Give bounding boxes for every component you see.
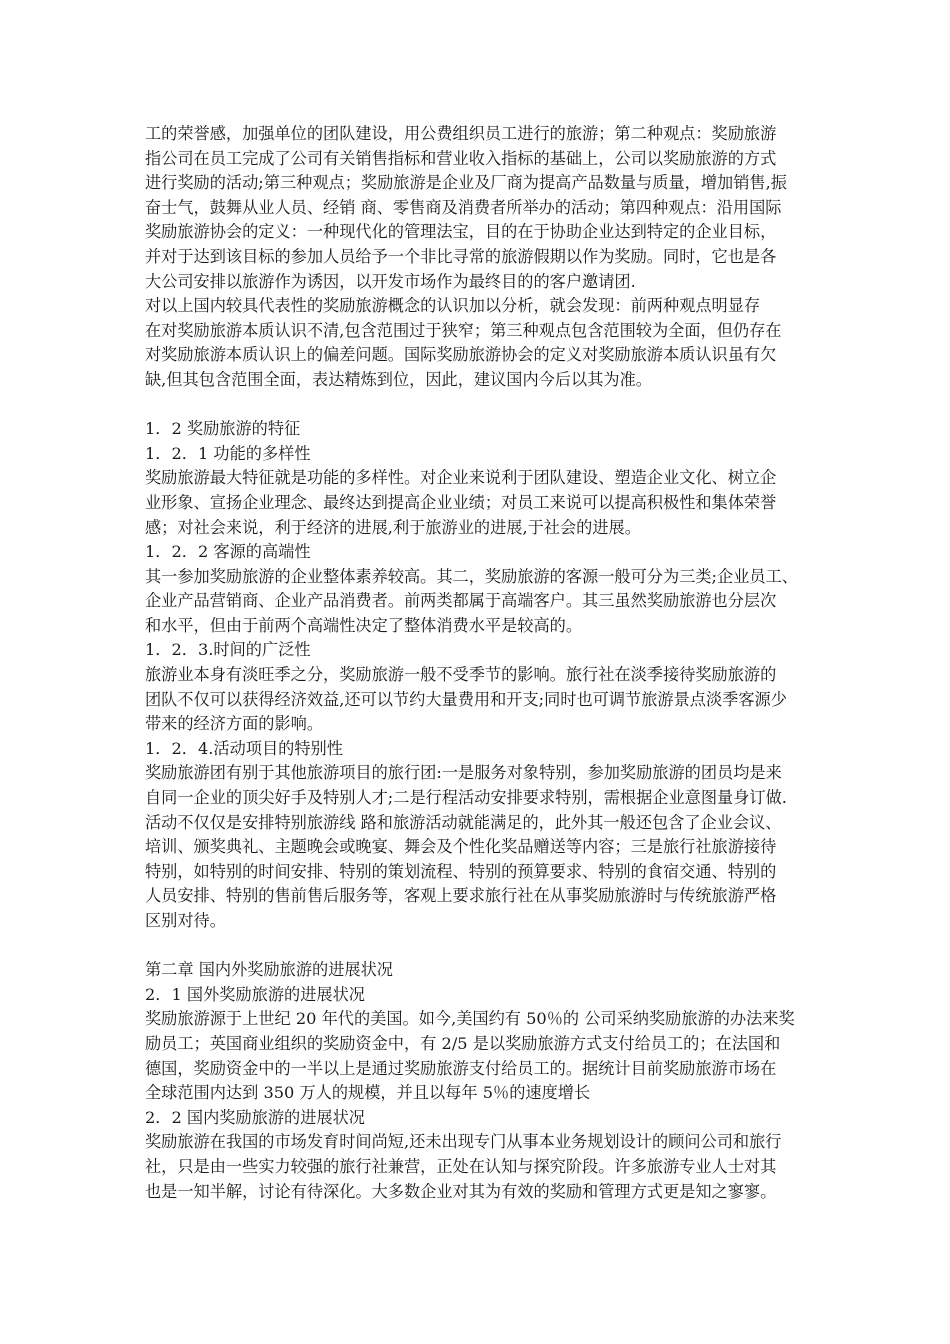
- paragraph-diversity: [145, 466, 815, 540]
- text-line: 人员安排、特别的售前售后服务等，客观上要求旅行社在从事奖励旅游时与传统旅游严格: [145, 886, 777, 906]
- text-line: 奖励旅游协会的定义：一种现代化的管理法宝，目的在于协助企业达到特定的企业目标，: [145, 222, 777, 242]
- text-line: 业形象、宣扬企业理念、最终达到提高企业业绩；对员工来说可以提高积极性和集体荣誉: [145, 492, 777, 512]
- text-line: 对奖励旅游本质认识上的偏差问题。国际奖励旅游协会的定义对奖励旅游本质认识虽有欠: [145, 345, 777, 365]
- text-line: 全球范围内达到 350 万人的规模，并且以每年 5％的速度增长: [145, 1083, 591, 1103]
- text-line: 感；对社会来说，利于经济的进展,利于旅游业的进展,于社会的进展。: [145, 517, 641, 537]
- text-line: 也是一知半解，讨论有待深化。大多数企业对其为有效的奖励和管理方式更是知之寥寥。: [145, 1181, 777, 1201]
- text-line: 和水平，但由于前两个高端性决定了整体消费水平是较高的。: [145, 615, 583, 635]
- spacer: [145, 393, 815, 418]
- text-line: 奖励旅游团有别于其他旅游项目的旅行团:一是服务对象特别，参加奖励旅游的团员均是来: [145, 763, 782, 783]
- paragraph-timing: [145, 663, 815, 737]
- subsection-heading-1-2-3: 1．2．3.时间的广泛性: [145, 640, 311, 660]
- text-line: 大公司安排以旅游作为诱因，以开发市场作为最终目的的客户邀请团.: [145, 271, 636, 291]
- text-line: 缺,但其包含范围全面，表达精炼到位，因此，建议国内今后以其为准。: [145, 369, 652, 389]
- chapter-heading-2: 第二章 国内外奖励旅游的进展状况: [145, 960, 393, 980]
- subsection-heading-1-2-1: 1．2．1 功能的多样性: [145, 443, 311, 463]
- text-line: 工的荣誉感，加强单位的团队建设，用公费组织员工进行的旅游；第二种观点：奖励旅游: [145, 124, 777, 143]
- text-line: 奋士气，鼓舞从业人员、经销 商、零售商及消费者所举办的活动；第四种观点：沿用国际: [145, 197, 782, 217]
- text-line: 企业产品营销商、企业产品消费者。前两类都属于高端客户。其三虽然奖励旅游也分层次: [145, 591, 777, 611]
- paragraph-definitions: [145, 122, 815, 294]
- text-line: 其一参加奖励旅游的企业整体素养较高。其二，奖励旅游的客源一般可分为三类;企业员工、: [145, 566, 798, 586]
- document-body: [145, 122, 815, 1204]
- text-line: 活动不仅仅是安排特别旅游线 路和旅游活动就能满足的，此外其一般还包含了企业会议、: [145, 812, 782, 832]
- text-line: 励员工；英国商业组织的奖励资金中，有 2/5 是以奖励旅游方式支付给员工的；在法国和: [145, 1033, 781, 1053]
- text-line: 旅游业本身有淡旺季之分，奖励旅游一般不受季节的影响。旅行社在淡季接待奖励旅游的: [145, 665, 777, 685]
- text-line: 带来的经济方面的影响。: [145, 714, 324, 734]
- section-heading-2-1: 2．1 国外奖励旅游的进展状况: [145, 984, 365, 1004]
- text-line: 区别对待。: [145, 911, 226, 930]
- text-line: 指公司在员工完成了公司有关销售指标和营业收入指标的基础上，公司以奖励旅游的方式: [145, 148, 777, 168]
- spacer: [145, 934, 815, 959]
- text-line: 培训、颁奖典礼、主题晚会或晚宴、舞会及个性化奖品赠送等内容；三是旅行社旅游接待: [145, 837, 777, 857]
- text-line: 团队不仅可以获得经济效益,还可以节约大量费用和开支;同时也可调节旅游景点淡季客源少: [145, 689, 787, 709]
- text-line: 社，只是由一些实力较强的旅行社兼营，正处在认知与探究阶段。许多旅游专业人士对其: [145, 1156, 777, 1176]
- paragraph-special-activities: [145, 761, 815, 933]
- paragraph-domestic-development: [145, 1130, 815, 1204]
- section-heading-1-2: 1．2 奖励旅游的特征: [145, 419, 301, 439]
- text-line: 自同一企业的顶尖好手及特别人才;二是行程活动安排要求特别，需根据企业意图量身订做.: [145, 788, 787, 808]
- paragraph-high-end: [145, 565, 815, 639]
- subsection-heading-1-2-2: 1．2．2 客源的高端性: [145, 542, 311, 562]
- text-line: 并对于达到该目标的参加人员给予一个非比寻常的旅游假期以作为奖励。同时，它也是各: [145, 246, 777, 266]
- paragraph-analysis: [145, 294, 815, 392]
- text-line: 奖励旅游在我国的市场发育时间尚短,还未出现专门从事本业务规划设计的顾问公司和旅行: [145, 1132, 782, 1152]
- section-heading-2-2: 2．2 国内奖励旅游的进展状况: [145, 1107, 365, 1127]
- subsection-heading-1-2-4: 1．2．4.活动项目的特别性: [145, 738, 343, 758]
- paragraph-foreign-development: [145, 1007, 815, 1105]
- text-line: 对以上国内较具代表性的奖励旅游概念的认识加以分析，就会发现：前两种观点明显存: [145, 296, 761, 316]
- text-line: 奖励旅游最大特征就是功能的多样性。对企业来说利于团队建设、塑造企业文化、树立企: [145, 468, 777, 488]
- text-line: 德国，奖励资金中的一半以上是通过奖励旅游支付给员工的。据统计目前奖励旅游市场在: [145, 1058, 777, 1078]
- text-line: 在对奖励旅游本质认识不清,包含范围过于狭窄；第三种观点包含范围较为全面，但仍存在: [145, 320, 782, 340]
- text-line: 进行奖励的活动;第三种观点；奖励旅游是企业及厂商为提高产品数量与质量，增加销售,振: [145, 173, 787, 193]
- text-line: 特别，如特别的时间安排、特别的策划流程、特别的预算要求、特别的食宿交通、特别的: [145, 861, 777, 881]
- text-line: 奖励旅游源于上世纪 20 年代的美国。如今,美国约有 50％的 公司采纳奖励旅游的办法来奖: [145, 1009, 795, 1029]
